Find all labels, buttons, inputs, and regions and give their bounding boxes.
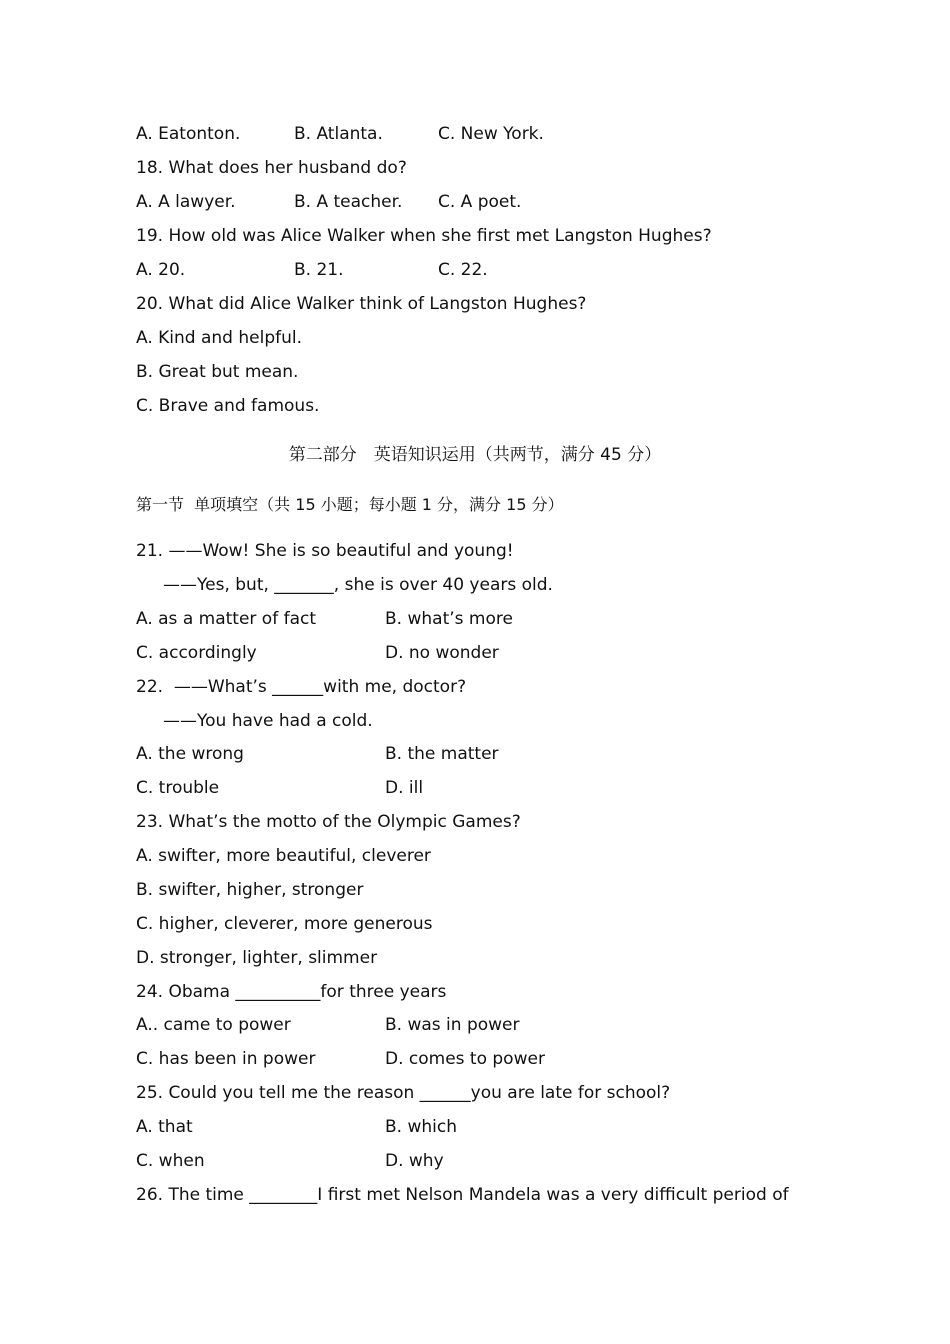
q21-option-c: C. accordingly (136, 643, 257, 663)
q25-option-a: A. that (136, 1117, 193, 1137)
q20-option-c: C. Brave and famous. (136, 396, 320, 416)
q23-option-d: D. stronger, lighter, slimmer (136, 948, 378, 968)
q23-option-b: B. swifter, higher, stronger (136, 880, 364, 900)
q21-option-a: A. as a matter of fact (136, 609, 317, 629)
q24-option-c: C. has been in power (136, 1049, 316, 1069)
q21-question: 21. ——Wow! She is so beautiful and young! (136, 541, 514, 561)
q22-reply: ——You have had a cold. (163, 711, 373, 731)
part-two-title: 第二部分 英语知识运用（共两节，满分 45 分） (288, 445, 662, 465)
q22-question: 22. ——What’s ______with me, doctor? (136, 677, 467, 697)
q23-option-a: A. swifter, more beautiful, cleverer (136, 846, 431, 866)
q22-option-a: A. the wrong (136, 744, 244, 764)
q20-option-a: A. Kind and helpful. (136, 328, 302, 348)
q24-option-b: B. was in power (385, 1015, 520, 1035)
q24-question: 24. Obama __________for three years (136, 982, 447, 1002)
q17-option-b: B. Atlanta. (294, 124, 383, 144)
q25-option-c: C. when (136, 1151, 205, 1171)
q21-reply: ——Yes, but, _______, she is over 40 years old. (163, 575, 553, 595)
q19-question: 19. How old was Alice Walker when she first met Langston Hughes? (136, 226, 712, 246)
q17-option-a: A. Eatonton. (136, 124, 241, 144)
section-one-title: 第一节 单项填空（共 15 小题；每小题 1 分，满分 15 分） (136, 495, 564, 514)
q22-option-b: B. the matter (385, 744, 499, 764)
q21-option-b: B. what’s more (385, 609, 513, 629)
q22-option-d: D. ill (385, 778, 424, 798)
q21-option-d: D. no wonder (385, 643, 499, 663)
q18-option-b: B. A teacher. (294, 192, 403, 212)
q20-question: 20. What did Alice Walker think of Langston Hughes? (136, 294, 587, 314)
q17-option-c: C. New York. (438, 124, 544, 144)
q18-option-c: C. A poet. (438, 192, 522, 212)
q19-option-c: C. 22. (438, 260, 488, 280)
q19-option-a: A. 20. (136, 260, 186, 280)
q25-option-b: B. which (385, 1117, 457, 1137)
q18-option-a: A. A lawyer. (136, 192, 236, 212)
q18-question: 18. What does her husband do? (136, 158, 407, 178)
q19-option-b: B. 21. (294, 260, 344, 280)
q23-option-c: C. higher, cleverer, more generous (136, 914, 433, 934)
q25-option-d: D. why (385, 1151, 444, 1171)
q25-question: 25. Could you tell me the reason ______you are late for school? (136, 1083, 671, 1103)
q20-option-b: B. Great but mean. (136, 362, 299, 382)
q26-question: 26. The time ________I first met Nelson Mandela was a very difficult period of (136, 1185, 789, 1205)
q23-question: 23. What’s the motto of the Olympic Games? (136, 812, 521, 832)
q24-option-d: D. comes to power (385, 1049, 545, 1069)
q22-option-c: C. trouble (136, 778, 220, 798)
q24-option-a: A.. came to power (136, 1015, 291, 1035)
